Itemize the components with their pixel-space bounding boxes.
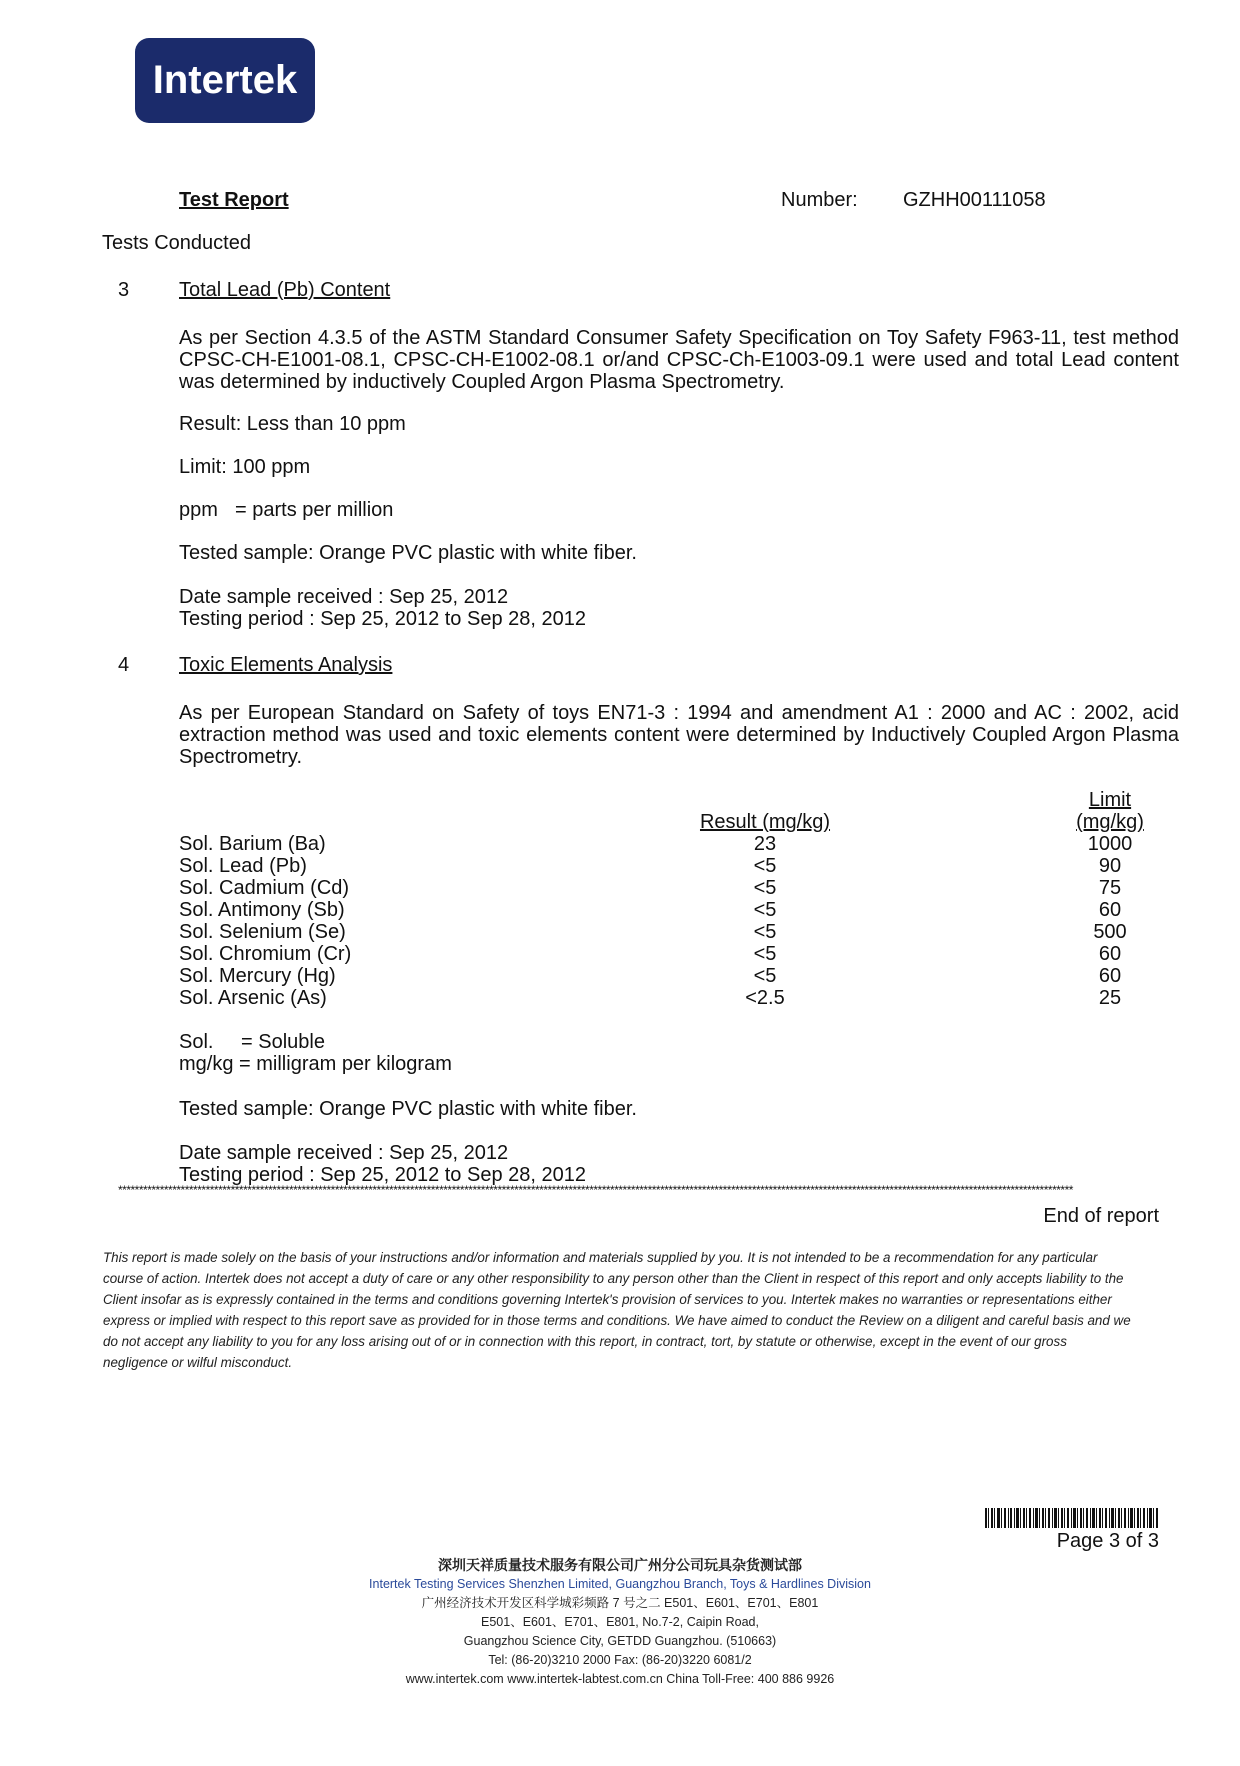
section-4-title: Toxic Elements Analysis xyxy=(179,654,393,676)
footer-address-line-1: E501、E601、E701、E801, No.7-2, Caipin Road, xyxy=(481,1615,759,1629)
limit-header-line-2: (mg/kg) xyxy=(1076,811,1144,833)
table-row xyxy=(179,943,1179,965)
table-row xyxy=(179,833,1179,855)
section-4-testing-period: Testing period : Sep 25, 2012 to Sep 28, 2012 xyxy=(179,1164,586,1186)
element-limit: 25 xyxy=(1098,987,1122,1009)
element-name: Sol. Chromium (Cr) xyxy=(179,943,352,965)
section-4-tested-sample: Tested sample: Orange PVC plastic with white fiber. xyxy=(179,1098,637,1120)
table-row xyxy=(179,855,1179,877)
section-3-testing-period: Testing period : Sep 25, 2012 to Sep 28, 2012 xyxy=(179,608,586,630)
element-limit: 60 xyxy=(1098,943,1122,965)
footer-company-en: Intertek Testing Services Shenzhen Limited, Guangzhou Branch, Toys & Hardlines Division xyxy=(369,1577,871,1591)
section-3-number: 3 xyxy=(118,279,130,301)
element-result: <2.5 xyxy=(745,987,785,1009)
report-number-value: GZHH00111058 xyxy=(903,189,1046,211)
element-limit: 1000 xyxy=(1087,833,1133,855)
barcode-icon xyxy=(985,1508,1158,1528)
table-row xyxy=(179,877,1179,899)
footer-address-cn: 广州经济技术开发区科学城彩频路 7 号之二 E501、E601、E701、E801 xyxy=(421,1596,819,1610)
element-name: Sol. Barium (Ba) xyxy=(179,833,326,855)
section-heading: Tests Conducted xyxy=(102,232,251,254)
page-number: Page 3 of 3 xyxy=(1056,1530,1159,1552)
end-of-report: End of report xyxy=(1043,1205,1159,1227)
ppm-definition: = parts per million xyxy=(235,499,394,521)
table-row xyxy=(179,921,1179,943)
section-3-limit: Limit: 100 ppm xyxy=(179,456,311,478)
element-name: Sol. Mercury (Hg) xyxy=(179,965,336,987)
table-row xyxy=(179,899,1179,921)
section-3-tested-sample: Tested sample: Orange PVC plastic with white fiber. xyxy=(179,542,637,564)
element-name: Sol. Arsenic (As) xyxy=(179,987,327,1009)
element-result: <5 xyxy=(753,943,777,965)
element-limit: 90 xyxy=(1098,855,1122,877)
element-limit: 75 xyxy=(1098,877,1122,899)
element-limit: 60 xyxy=(1098,965,1122,987)
limit-header-line-1: Limit xyxy=(1088,789,1132,811)
element-name: Sol. Selenium (Se) xyxy=(179,921,346,943)
element-result: 23 xyxy=(753,833,777,855)
intertek-logo: Intertek xyxy=(135,38,315,123)
footer-phone: Tel: (86-20)3210 2000 Fax: (86-20)3220 6081/2 xyxy=(488,1653,752,1667)
element-result: <5 xyxy=(753,965,777,987)
report-number-label: Number: xyxy=(781,189,858,211)
element-limit: 500 xyxy=(1093,921,1127,943)
section-3-description: As per Section 4.3.5 of the ASTM Standard Consumer Safety Specification on Toy Safety F963-11, test method CPSC-CH-E1001-08.1, CPSC-CH-E1002-08.1 or/and CPSC-Ch-E1003-09.1 were used and total Lead content was determined by inductively Coupled Argon Plasma Spectrometry. xyxy=(179,327,1179,393)
table-row xyxy=(179,987,1179,1009)
element-result: <5 xyxy=(753,877,777,899)
separator-line: ************************************************************************************************************************************************************************************************************************************* xyxy=(118,1184,1073,1196)
ppm-abbreviation: ppm xyxy=(179,499,218,521)
sol-definition: = Soluble xyxy=(241,1031,325,1053)
section-3-result: Result: Less than 10 ppm xyxy=(179,413,406,435)
table-row xyxy=(179,965,1179,987)
section-3-date-received: Date sample received : Sep 25, 2012 xyxy=(179,586,509,608)
disclaimer: This report is made solely on the basis of your instructions and/or information and materials supplied by you. It is not intended to be a recommendation for any particular course of action. Intertek does not accept a duty of care or any other responsibility to any person other than the Client in respect of this report and only accepts liability to the Client insofar as is expressly contained in the terms and conditions governing Intertek's provision of services to you. Intertek makes no warranties or representations either express or implied with respect to this report save as provided for in those terms and conditions. We have aimed to conduct the Review on a diligent and careful basis and we do not accept any liability to you for any loss arising out of or in connection with this report, in contract, tort, by statute or otherwise, except in the event of our gross negligence or wilful misconduct. xyxy=(103,1250,1131,1370)
section-4-number: 4 xyxy=(118,654,130,676)
element-result: <5 xyxy=(753,921,777,943)
element-result: <5 xyxy=(753,899,777,921)
section-3-title: Total Lead (Pb) Content xyxy=(179,279,391,301)
mgkg-definition: mg/kg = milligram per kilogram xyxy=(179,1053,452,1075)
report-title: Test Report xyxy=(179,189,289,211)
element-name: Sol. Cadmium (Cd) xyxy=(179,877,350,899)
footer-address-line-2: Guangzhou Science City, GETDD Guangzhou. (510663) xyxy=(463,1634,777,1648)
element-limit: 60 xyxy=(1098,899,1122,921)
result-header: Result (mg/kg) xyxy=(699,811,831,833)
element-result: <5 xyxy=(753,855,777,877)
element-name: Sol. Lead (Pb) xyxy=(179,855,307,877)
footer-company-cn: 深圳天祥质量技术服务有限公司广州分公司玩具杂货测试部 xyxy=(438,1557,802,1573)
sol-abbreviation: Sol. xyxy=(179,1031,214,1053)
section-4-date-received: Date sample received : Sep 25, 2012 xyxy=(179,1142,509,1164)
element-name: Sol. Antimony (Sb) xyxy=(179,899,345,921)
footer-websites: www.intertek.com www.intertek-labtest.com.cn China Toll-Free: 400 886 9926 xyxy=(405,1672,835,1686)
section-4-description: As per European Standard on Safety of toys EN71-3 : 1994 and amendment A1 : 2000 and AC : 2002, acid extraction method was used and toxic elements content were determined by Inductively Coupled Argon Plasma Spectrometry. xyxy=(179,702,1179,768)
